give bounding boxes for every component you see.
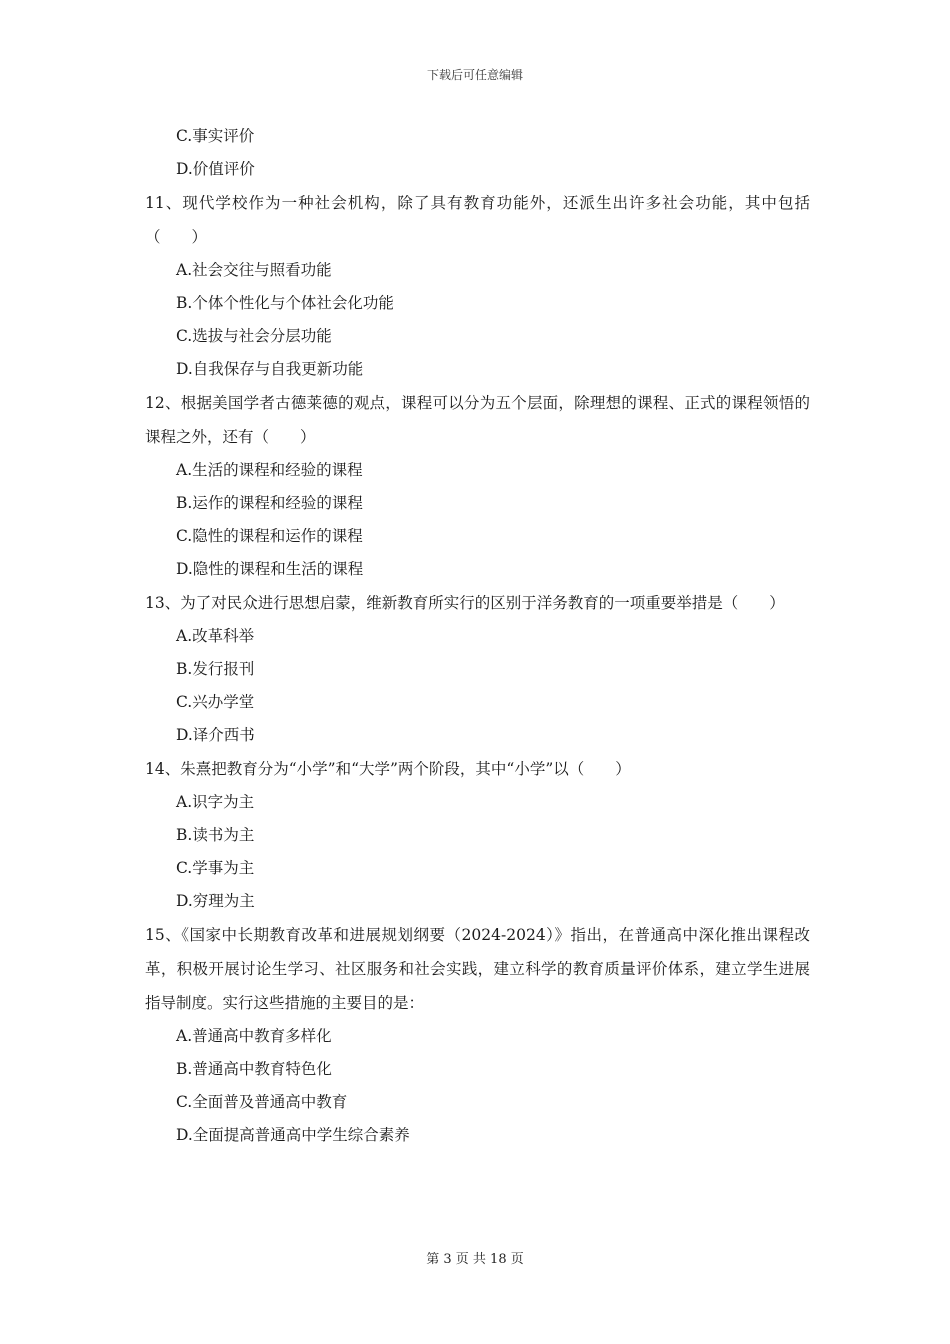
- option-c: C.兴办学堂: [176, 693, 255, 711]
- option-b: B.普通高中教育特色化: [176, 1060, 332, 1078]
- option-c: C.学事为主: [176, 859, 255, 877]
- option-d: D.自我保存与自我更新功能: [176, 360, 364, 378]
- exam-content: [145, 120, 810, 1152]
- option-c-prev: C.事实评价: [176, 127, 255, 145]
- option-a: A.普通高中教育多样化: [176, 1027, 332, 1045]
- option-b: B.运作的课程和经验的课程: [176, 494, 363, 512]
- option-c: C.全面普及普通高中教育: [176, 1093, 348, 1111]
- option-a: A.识字为主: [176, 793, 255, 811]
- question-stem: 14、朱熹把教育分为“小学”和“大学”两个阶段，其中“小学”以（ ）: [145, 760, 631, 778]
- question-14: [145, 752, 810, 918]
- option-d: D.全面提高普通高中学生综合素养: [176, 1126, 410, 1144]
- question-15: [145, 918, 810, 1152]
- option-b: B.个体个性化与个体社会化功能: [176, 294, 394, 312]
- option-c: C.隐性的课程和运作的课程: [176, 527, 363, 545]
- question-stem: 13、为了对民众进行思想启蒙，维新教育所实行的区别于洋务教育的一项重要举措是（ ）: [145, 594, 785, 612]
- question-13: [145, 586, 810, 752]
- option-a: A.社会交往与照看功能: [176, 261, 332, 279]
- option-d: D.隐性的课程和生活的课程: [176, 560, 364, 578]
- question-12: [145, 386, 810, 586]
- question-11: [145, 186, 810, 386]
- option-b: B.发行报刊: [176, 660, 255, 678]
- question-stem: 15、《国家中长期教育改革和进展规划纲要（2024-2024）》指出，在普通高中深化推出课程改革，积极开展讨论生学习、社区服务和社会实践，建立科学的教育质量评价体系，建立学生进展指导制度。实行这些措施的主要目的是：: [145, 926, 810, 1012]
- option-a: A.生活的课程和经验的课程: [176, 461, 363, 479]
- option-d: D.穷理为主: [176, 892, 255, 910]
- option-c: C.选拔与社会分层功能: [176, 327, 332, 345]
- option-a: A.改革科举: [176, 627, 255, 645]
- question-stem: 11、现代学校作为一种社会机构，除了具有教育功能外，还派生出许多社会功能，其中包括（ ）: [145, 194, 810, 246]
- option-d-prev: D.价值评价: [176, 160, 255, 178]
- option-b: B.读书为主: [176, 826, 255, 844]
- option-d: D.译介西书: [176, 726, 255, 744]
- question-stem: 12、根据美国学者古德莱德的观点，课程可以分为五个层面，除理想的课程、正式的课程领悟的课程之外，还有（ ）: [145, 394, 810, 446]
- page-header: 下载后可任意编辑: [426, 68, 523, 82]
- page-number: 第 3 页 共 18 页: [426, 1252, 524, 1267]
